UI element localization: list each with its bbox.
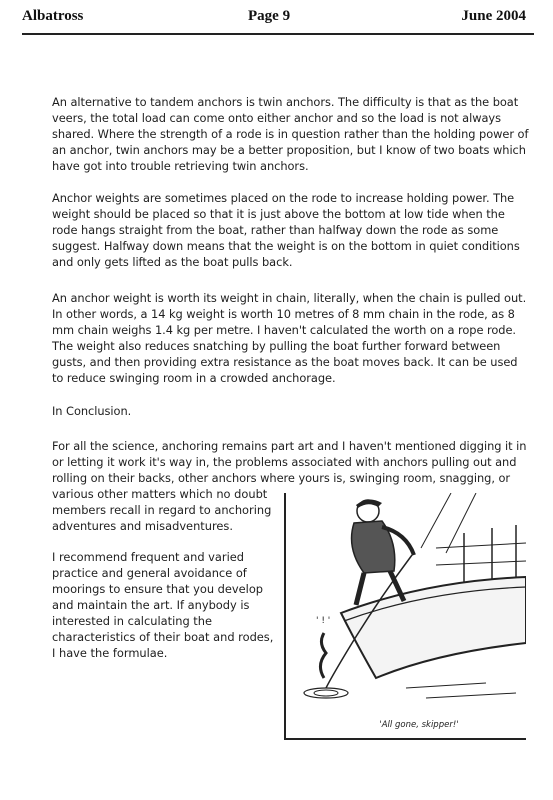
section-heading-conclusion: In Conclusion. (52, 404, 132, 418)
header-divider (22, 33, 534, 35)
paragraph-conclusion: For all the science, anchoring remains part art and I haven't mentioned digging it in or letting it work it's way in, the problems associated with anchors pulling out and rolling on their backs, other anchors where yours is, swinging room, snagging, or (52, 439, 527, 485)
issue-date: June 2004 (461, 8, 526, 24)
rope-end (320, 633, 326, 678)
water-line (406, 683, 486, 688)
newsletter-title: Albatross (22, 8, 84, 24)
rigging-line (421, 493, 451, 548)
water-ripple (314, 690, 338, 696)
paragraph-recommendation: I recommend frequent and varied practice and general avoidance of moorings to ensure that you develop and maintain the art. If anybody is interested in calculating the characteristics of their boat and rodes, I have the formulae. (52, 550, 274, 660)
cartoon-illustration (284, 493, 526, 740)
cartoon-caption: 'All gone, skipper!' (379, 720, 459, 730)
paragraph-anchor-weights: Anchor weights are sometimes placed on the rode to increase holding power. The weight should be placed so that it is just above the bottom at low tide when the rode hangs straight from the boat, rather than halfway down the rode as some suggest. Halfway down means that the weight is on the bottom in quiet conditions and only gets lifted as the boat pulls back. (52, 191, 520, 269)
splash-marks: ' ! ' (316, 616, 331, 626)
paragraph-weight-in-chain: An anchor weight is worth its weight in chain, literally, when the chain is pulled out. In other words, a 14 kg weight is worth 10 metres of 8 mm chain in the rode, as 8 mm chain weighs 1.4 kg per metre. I haven't calculated the worth on a rope rode. The weight also reduces snatching by pulling the boat further forward between gusts, and then providing extra resistance as the boat moves back. It can be used to reduce swinging room in a crowded anchorage. (52, 291, 527, 385)
cartoon-drawing (286, 493, 526, 738)
railing-wire (436, 561, 526, 565)
paragraph-conclusion-continued: various other matters which no doubt members recall in regard to anchoring adventures and misadventures. (52, 487, 272, 533)
page-number: Page 9 (248, 8, 291, 24)
water-line (426, 693, 516, 698)
page-header (22, 6, 534, 32)
paragraph-twin-anchors: An alternative to tandem anchors is twin anchors. The difficulty is that as the boat veers, the total load can come onto either anchor and so the load is not always shared. Where the strength of a rode is in question rather than the holding power of an anchor, twin anchors may be a better proposition, but I know of two boats which have got into trouble retrieving twin anchors. (52, 95, 529, 173)
rigging-line (446, 493, 476, 553)
boat-hull (341, 577, 526, 678)
